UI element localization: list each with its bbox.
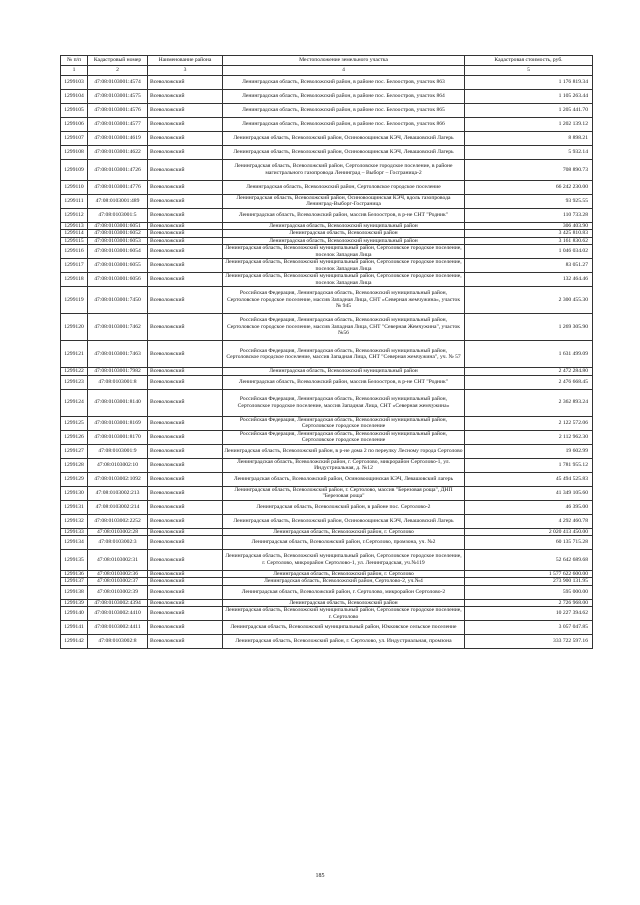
row-number: 1299130	[61, 486, 88, 500]
row-number: 1299121	[61, 341, 88, 368]
district-name: Всеволожский	[148, 180, 223, 194]
land-location: Ленинградская область, Всеволожский район, г. Сертолово, массив "Березовая роща", ДНП "Березовая роща"	[223, 486, 465, 500]
row-number: 1299104	[61, 90, 88, 104]
col-header-cadastral-value: Кадастровая стоимость, руб.	[465, 56, 593, 66]
row-number: 1299125	[61, 416, 88, 430]
table-row	[61, 104, 593, 118]
cadastral-value: 93 925.55	[465, 194, 593, 208]
table-row	[61, 430, 593, 444]
cadastral-value: 19 602.99	[465, 444, 593, 458]
table-row	[61, 486, 593, 500]
cadastral-value: 2 020 413 450.00	[465, 528, 593, 536]
cadastral-value: 1 269 305.90	[465, 314, 593, 341]
cadastral-number: 47:08:0103001:4576	[88, 104, 148, 118]
district-name: Всеволожский	[148, 160, 223, 181]
cadastral-value: 60 135 715.28	[465, 536, 593, 550]
row-number: 1299117	[61, 259, 88, 273]
district-name: Всеволожский	[148, 430, 223, 444]
row-number: 1299110	[61, 180, 88, 194]
district-name: Всеволожский	[148, 76, 223, 90]
table-row	[61, 259, 593, 273]
land-location: Ленинградская область, Всеволожский район, Осиновоощинская КЭЧ, Левашовский лагерь	[223, 472, 465, 486]
district-name: Всеволожский	[148, 273, 223, 287]
table-row	[61, 578, 593, 586]
table-row	[61, 570, 593, 578]
cadastral-number: 47:08:0103001:6052	[88, 230, 148, 238]
district-name: Всеволожский	[148, 194, 223, 208]
cadastral-number: 47:08:0103001:4726	[88, 160, 148, 181]
land-location: Ленинградская область, Всеволожский район, г.Сертолово, промзона, уч. №2	[223, 536, 465, 550]
table-row	[61, 287, 593, 314]
table-row	[61, 245, 593, 259]
cadastral-number: 47:08:0103002:214	[88, 500, 148, 514]
cadastral-number: 47:08:0103001:8170	[88, 430, 148, 444]
row-number: 1299134	[61, 536, 88, 550]
cadastral-number: 47:08:0103001:4619	[88, 132, 148, 146]
cadastral-value: 2 112 962.30	[465, 430, 593, 444]
cadastral-value: 3 057 047.85	[465, 621, 593, 635]
land-location: Ленинградская область, Всеволожский район, в районе пос. Белоостров, участок 866	[223, 118, 465, 132]
land-location: Ленинградская область, Всеволожский район, Осиновоощинская КЭЧ, Левашовский Лагерь	[223, 514, 465, 528]
land-location: Ленинградская область, Всеволожский район, г. Сертолово	[223, 528, 465, 536]
land-location: Ленинградская область, Всеволожский район, в районе пос. Белоостров, участок 865	[223, 104, 465, 118]
district-name: Всеволожский	[148, 118, 223, 132]
table-row	[61, 536, 593, 550]
district-name: Всеволожский	[148, 341, 223, 368]
table-row	[61, 208, 593, 222]
row-number: 1299119	[61, 287, 88, 314]
col-header-district: Наименование района	[148, 56, 223, 66]
table-row	[61, 514, 593, 528]
cadastral-number: 47:08:0103002:37	[88, 578, 148, 586]
table-row	[61, 621, 593, 635]
land-location: Российская Федерация, Ленинградская область, Всеволожский муниципальный район, Сертоловское городское поселение, массив Западная Лица, СНТ «Северная жемчужина», участок № 945	[223, 287, 465, 314]
cadastral-number: 47:08:0103001:4622	[88, 146, 148, 160]
row-number: 1299133	[61, 528, 88, 536]
cadastral-number: 47:08:0103001:6054	[88, 245, 148, 259]
cadastral-value: 2 362 893.24	[465, 389, 593, 416]
cadastral-number: 47:08:0103001:4577	[88, 118, 148, 132]
district-name: Всеволожский	[148, 444, 223, 458]
cadastral-number: 47:08:0103002:8	[88, 635, 148, 649]
cadastral-number: 47:08:0103001:489	[88, 194, 148, 208]
land-location: Ленинградская область, Всеволожский муниципальный район, Сертоловское городское поселение, г. Сертолово, микрорайон Сертолово-1, ул. Ленинградская, уч.№119	[223, 550, 465, 571]
row-number: 1299138	[61, 585, 88, 599]
row-number: 1299129	[61, 472, 88, 486]
row-number: 1299118	[61, 273, 88, 287]
column-number-row	[61, 66, 593, 76]
district-name: Всеволожский	[148, 132, 223, 146]
land-location: Ленинградская область, Всеволожский район	[223, 230, 465, 238]
cadastral-number: 47:08:0103002:4411	[88, 621, 148, 635]
cadastral-number: 47:08:0103001:7463	[88, 341, 148, 368]
row-number: 1299122	[61, 368, 88, 376]
cadastral-number: 47:08:0103001:8	[88, 375, 148, 389]
district-name: Всеволожский	[148, 104, 223, 118]
table-row	[61, 444, 593, 458]
cadastral-number: 47:08:0103002:31	[88, 550, 148, 571]
cadastral-value: 1 577 622 600.00	[465, 570, 593, 578]
land-location: Российская Федерация, Ленинградская область, Всеволожский муниципальный район, Сертоловское городское поселение, массив Западная Лица, СНТ «Северная жемчужина»	[223, 389, 465, 416]
page-number: 185	[315, 873, 325, 879]
cadastral-value: 595 000.00	[465, 585, 593, 599]
table-row	[61, 146, 593, 160]
district-name: Всеволожский	[148, 621, 223, 635]
district-name: Всеволожский	[148, 585, 223, 599]
district-name: Всеволожский	[148, 416, 223, 430]
row-number: 1299108	[61, 146, 88, 160]
district-name: Всеволожский	[148, 472, 223, 486]
cadastral-value: 1 631 499.09	[465, 341, 593, 368]
cadastral-value: 2 472 284.80	[465, 368, 593, 376]
land-location: Ленинградская область, Всеволожский район, в районе пос. Белоостров, участок 864	[223, 90, 465, 104]
district-name: Всеволожский	[148, 550, 223, 571]
cadastral-value: 52 642 689.68	[465, 550, 593, 571]
cadastral-number: 47:08:0103001:9	[88, 444, 148, 458]
land-location: Ленинградская область, Всеволожский муниципальный район, Сертоловское городское поселение, г. Сертолово	[223, 607, 465, 621]
table-row	[61, 160, 593, 181]
district-name: Всеволожский	[148, 578, 223, 586]
table-row	[61, 76, 593, 90]
table-row	[61, 368, 593, 376]
cadastral-number: 47:08:0103002:3	[88, 536, 148, 550]
district-name: Всеволожский	[148, 237, 223, 245]
table-row	[61, 132, 593, 146]
row-number: 1299128	[61, 458, 88, 472]
land-location: Ленинградская область, Всеволожский муниципальный район, Юкковское сельское поселение	[223, 621, 465, 635]
cadastral-number: 47:08:0103002:4410	[88, 607, 148, 621]
district-name: Всеволожский	[148, 375, 223, 389]
row-number: 1299137	[61, 578, 88, 586]
table-row	[61, 528, 593, 536]
cadastral-number: 47:08:0103001:7450	[88, 287, 148, 314]
cadastral-number: 47:08:0103001:7462	[88, 314, 148, 341]
cadastral-value: 4 292 460.78	[465, 514, 593, 528]
table-row	[61, 389, 593, 416]
district-name: Всеволожский	[148, 570, 223, 578]
row-number: 1299112	[61, 208, 88, 222]
land-location: Ленинградская область, Всеволожский муниципальный район, Сертоловское городское поселение, поселок Западная Лица	[223, 245, 465, 259]
cadastral-number: 47:08:0103001:6055	[88, 259, 148, 273]
row-number: 1299113	[61, 222, 88, 230]
table-row	[61, 230, 593, 238]
district-name: Всеволожский	[148, 222, 223, 230]
table-row	[61, 222, 593, 230]
table-row	[61, 90, 593, 104]
cadastral-value: 8 898.21	[465, 132, 593, 146]
land-location: Ленинградская область, Всеволожский район, г. Сертолово	[223, 570, 465, 578]
cadastral-value: 1 105 263.44	[465, 90, 593, 104]
land-location: Ленинградская область, Всеволожский район, массив Белоостров, в р-не СНТ "Родник"	[223, 375, 465, 389]
cadastral-value: 83 051.27	[465, 259, 593, 273]
cadastral-value: 5 932.14	[465, 146, 593, 160]
cadastral-number: 47:08:0103001:5	[88, 208, 148, 222]
land-location: Российская Федерация, Ленинградская область, Всеволожский муниципальный район, Сертоловское городское поселение	[223, 430, 465, 444]
cadastral-value: 1 176 819.34	[465, 76, 593, 90]
document-page	[60, 55, 592, 649]
row-number: 1299124	[61, 389, 88, 416]
land-location: Ленинградская область, Всеволожский муниципальный район	[223, 237, 465, 245]
cadastral-value: 1 046 034.02	[465, 245, 593, 259]
col-number-5: 5	[465, 66, 593, 76]
col-number-2: 2	[88, 66, 148, 76]
row-number: 1299109	[61, 160, 88, 181]
row-number: 1299141	[61, 621, 88, 635]
cadastral-value: 1 205 441.70	[465, 104, 593, 118]
row-number: 1299111	[61, 194, 88, 208]
land-location: Ленинградская область, Всеволожский район, г. Сертолово, микрорайон Сертолово-2	[223, 585, 465, 599]
table-row	[61, 375, 593, 389]
col-number-1: 1	[61, 66, 88, 76]
cadastral-value: 2 122 572.06	[465, 416, 593, 430]
cadastral-value: 708 890.73	[465, 160, 593, 181]
cadastral-value: 10 227 394.62	[465, 607, 593, 621]
district-name: Всеволожский	[148, 90, 223, 104]
row-number: 1299115	[61, 237, 88, 245]
district-name: Всеволожский	[148, 528, 223, 536]
cadastral-number: 47:08:0103002:36	[88, 570, 148, 578]
row-number: 1299126	[61, 430, 88, 444]
district-name: Всеволожский	[148, 368, 223, 376]
row-number: 1299106	[61, 118, 88, 132]
land-location: Ленинградская область, Всеволожский район, Осиновоощинская КЭЧ, Левашовский Лагерь	[223, 132, 465, 146]
cadastral-number: 47:08:0103002:1092	[88, 472, 148, 486]
row-number: 1299142	[61, 635, 88, 649]
district-name: Всеволожский	[148, 314, 223, 341]
table-row	[61, 314, 593, 341]
land-location: Ленинградская область, Всеволожский муниципальный район	[223, 368, 465, 376]
table-row	[61, 607, 593, 621]
land-location: Ленинградская область, Всеволожский район, в районе пос. Сертолово-2	[223, 500, 465, 514]
row-number: 1299131	[61, 500, 88, 514]
row-number: 1299116	[61, 245, 88, 259]
land-location: Ленинградская область, Всеволожский район, Осиновоощинская КЭЧ, вдоль газопровода Ленинград-Выборг-Госграница	[223, 194, 465, 208]
table-row	[61, 416, 593, 430]
row-number: 1299103	[61, 76, 88, 90]
cadastral-value: 110 733.28	[465, 208, 593, 222]
cadastral-value: 132 464.46	[465, 273, 593, 287]
cadastral-number: 47:08:0103001:6051	[88, 222, 148, 230]
cadastral-value: 2 726 968.00	[465, 599, 593, 607]
row-number: 1299105	[61, 104, 88, 118]
col-header-number: № п/п	[61, 56, 88, 66]
cadastral-value: 306 403.90	[465, 222, 593, 230]
cadastral-number: 47:08:0103001:6056	[88, 273, 148, 287]
cadastral-number: 47:08:0103002:4394	[88, 599, 148, 607]
cadastral-value: 41 349 105.60	[465, 486, 593, 500]
land-location: Ленинградская область, Всеволожский район, Сертолово-2, уч.№4	[223, 578, 465, 586]
cadastral-value: 333 722 597.16	[465, 635, 593, 649]
cadastral-value: 45 494 525.83	[465, 472, 593, 486]
col-number-4: 4	[223, 66, 465, 76]
district-name: Всеволожский	[148, 208, 223, 222]
district-name: Всеволожский	[148, 146, 223, 160]
land-location: Ленинградская область, Всеволожский муниципальный район, Сертоловское городское поселение, поселок Западная Лица	[223, 259, 465, 273]
district-name: Всеволожский	[148, 287, 223, 314]
cadastral-value: 1 202 139.12	[465, 118, 593, 132]
cadastral-number: 47:08:0103002:10	[88, 458, 148, 472]
district-name: Всеволожский	[148, 500, 223, 514]
table-row	[61, 585, 593, 599]
cadastral-value: 3 425 810.83	[465, 230, 593, 238]
cadastral-number: 47:08:0103001:7982	[88, 368, 148, 376]
district-name: Всеволожский	[148, 389, 223, 416]
row-number: 1299107	[61, 132, 88, 146]
land-location: Ленинградская область, Всеволожский муниципальный район	[223, 222, 465, 230]
table-row	[61, 500, 593, 514]
row-number: 1299135	[61, 550, 88, 571]
cadastral-number: 47:08:0103002:213	[88, 486, 148, 500]
cadastral-value: 2 300 455.30	[465, 287, 593, 314]
district-name: Всеволожский	[148, 230, 223, 238]
row-number: 1299136	[61, 570, 88, 578]
land-location: Российская Федерация, Ленинградская область, Всеволожский муниципальный район, Сертоловское городское поселение, массив Западная Лица, СНТ "Северная жемчужина", уч. № 57	[223, 341, 465, 368]
land-location: Ленинградская область, Всеволожский район	[223, 599, 465, 607]
land-location: Ленинградская область, Всеволожский муниципальный район, Сертоловское городское поселение, поселок Западная Лица	[223, 273, 465, 287]
cadastral-value: 3 161 830.62	[465, 237, 593, 245]
table-row	[61, 599, 593, 607]
cadastral-number: 47:08:0103001:6053	[88, 237, 148, 245]
land-location: Ленинградская область, Всеволожский район, г. Сертолово, ул. Индустриальная, промзона	[223, 635, 465, 649]
cadastral-value: 46 395.00	[465, 500, 593, 514]
cadastral-number: 47:08:0103001:4776	[88, 180, 148, 194]
table-row	[61, 273, 593, 287]
district-name: Всеволожский	[148, 536, 223, 550]
land-location: Ленинградская область, Всеволожский район, Сертоловское городское поселение, в районе магистрального газопровода Ленинград – Выборг – Госграница-2	[223, 160, 465, 181]
row-number: 1299123	[61, 375, 88, 389]
district-name: Всеволожский	[148, 486, 223, 500]
table-row	[61, 194, 593, 208]
district-name: Всеволожский	[148, 635, 223, 649]
row-number: 1299120	[61, 314, 88, 341]
land-location: Ленинградская область, Всеволожский район, Осиновоощинская КЭЧ, Левашовский Лагерь	[223, 146, 465, 160]
table-row	[61, 341, 593, 368]
cadastral-number: 47:08:0103001:4574	[88, 76, 148, 90]
col-header-cadastral-number: Кадастровый номер	[88, 56, 148, 66]
district-name: Всеволожский	[148, 259, 223, 273]
table-row	[61, 635, 593, 649]
land-location: Ленинградская область, Всеволожский район, массив Белоостров, в р-не СНТ "Родник"	[223, 208, 465, 222]
table-row	[61, 458, 593, 472]
cadastral-number: 47:08:0103001:8140	[88, 389, 148, 416]
cadastral-number: 47:08:0103002:28	[88, 528, 148, 536]
table-body	[61, 76, 593, 649]
col-header-location: Местоположение земельного участка	[223, 56, 465, 66]
district-name: Всеволожский	[148, 607, 223, 621]
col-number-3: 3	[148, 66, 223, 76]
cadastral-number: 47:08:0103001:4575	[88, 90, 148, 104]
row-number: 1299140	[61, 607, 88, 621]
land-location: Российская Федерация, Ленинградская область, Всеволожский муниципальный район, Сертоловское городское поселение	[223, 416, 465, 430]
header-row	[61, 56, 593, 66]
cadastral-value-table	[60, 55, 593, 649]
district-name: Всеволожский	[148, 514, 223, 528]
district-name: Всеволожский	[148, 599, 223, 607]
land-location: Ленинградская область, Всеволожский район, г. Сертолово, микрорайон Сертолово-1, ул. Индустриальная, д. №12	[223, 458, 465, 472]
cadastral-number: 47:08:0103002:2252	[88, 514, 148, 528]
district-name: Всеволожский	[148, 458, 223, 472]
row-number: 1299139	[61, 599, 88, 607]
cadastral-number: 47:08:0103001:8169	[88, 416, 148, 430]
land-location: Ленинградская область, Всеволожский район, Сертоловское городское поселение	[223, 180, 465, 194]
cadastral-number: 47:08:0103002:39	[88, 585, 148, 599]
row-number: 1299127	[61, 444, 88, 458]
land-location: Ленинградская область, Всеволожский район, в р-не дома 2 по переулку Лесному города Сертолово	[223, 444, 465, 458]
cadastral-value: 273 900 131.95	[465, 578, 593, 586]
table-row	[61, 237, 593, 245]
row-number: 1299114	[61, 230, 88, 238]
land-location: Российская Федерация, Ленинградская область, Всеволожский муниципальный район, Сертоловское городское поселение, массив Западная Лица, СНТ "Северная Жемчужина", участок №56	[223, 314, 465, 341]
cadastral-value: 1 781 955.12	[465, 458, 593, 472]
table-row	[61, 118, 593, 132]
table-row	[61, 180, 593, 194]
cadastral-value: 66 242 230.00	[465, 180, 593, 194]
cadastral-value: 2 476 668.45	[465, 375, 593, 389]
row-number: 1299132	[61, 514, 88, 528]
table-row	[61, 472, 593, 486]
district-name: Всеволожский	[148, 245, 223, 259]
land-location: Ленинградская область, Всеволожский район, в районе пос. Белоостров, участок 863	[223, 76, 465, 90]
table-row	[61, 550, 593, 571]
